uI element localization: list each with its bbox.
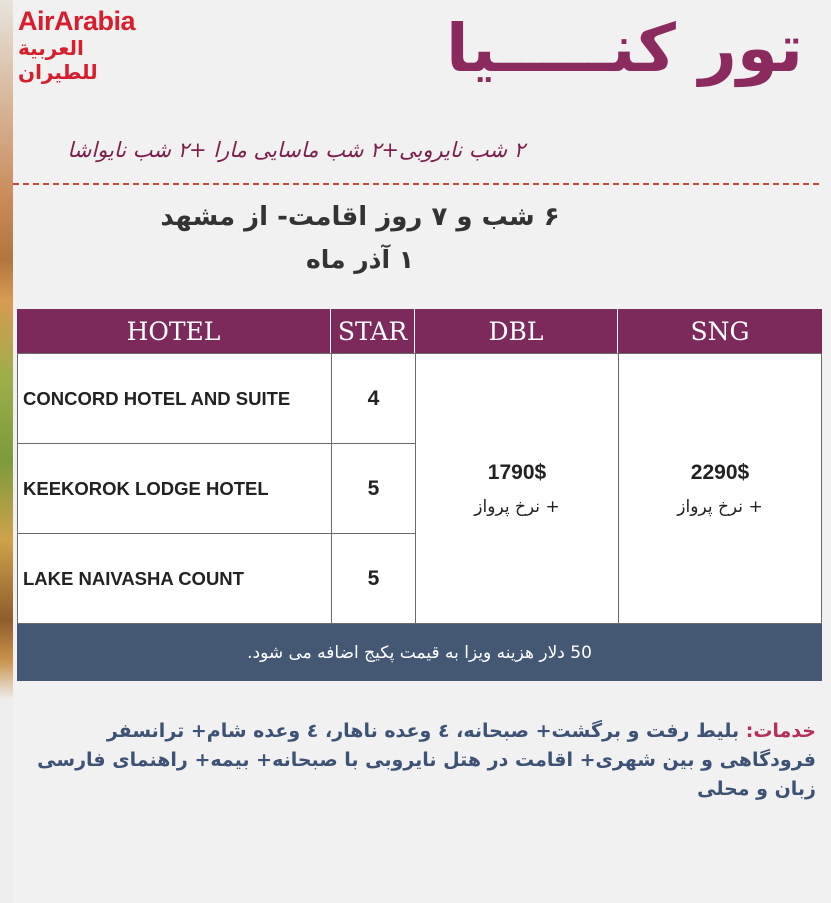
route-summary: ۲ شب نایروبی+۲ شب ماسایی مارا +۲ شب نایواشا [67,138,525,162]
side-decoration [0,0,13,903]
airarabia-logo-arabic: العربية للطيران [18,36,98,84]
table-row-star: 5 [331,533,416,624]
sng-price: 2290$ [690,460,750,484]
services-info [30,717,816,804]
header-hotel: HOTEL [17,309,331,353]
sng-price-cell [618,353,822,624]
airarabia-logo: AirArabia [18,6,136,36]
table-row-star: 5 [331,443,416,534]
stay-duration: ۶ شب و ۷ روز اقامت- از مشهد [160,202,560,232]
header-dbl: DBL [415,309,618,353]
dbl-airfare-note: + نرخ پرواز [474,496,560,517]
price-table [17,309,822,681]
header-sng: SNG [618,309,822,353]
tour-title: تور کنـــــیا [446,10,803,87]
sng-airfare-note: + نرخ پرواز [677,496,763,517]
table-row-hotel: CONCORD HOTEL AND SUITE [17,353,332,444]
table-row-star: 4 [331,353,416,444]
table-row-hotel: LAKE NAIVASHA COUNT [17,533,332,624]
departure-date: ۱ آذر ماه [305,245,415,274]
dbl-price: 1790$ [487,460,547,484]
services-label: خدمات: [745,720,816,742]
visa-note: 50 دلار هزینه ویزا به قیمت پکیج اضافه می شود. [17,624,822,681]
dashed-divider [13,183,819,185]
dbl-price-cell [415,353,619,624]
header-star: STAR [331,309,415,353]
services-text: بلیط رفت و برگشت+ صبحانه، ٤ وعده ناهار، ٤ وعده شام+ ترانسفر فرودگاهی و بین شهری+ اقامت در هتل نایروبی با صبحانه+ بیمه+ راهنمای فارسی زبان و محلی [37,720,816,800]
table-row-hotel: KEEKOROK LODGE HOTEL [17,443,332,534]
